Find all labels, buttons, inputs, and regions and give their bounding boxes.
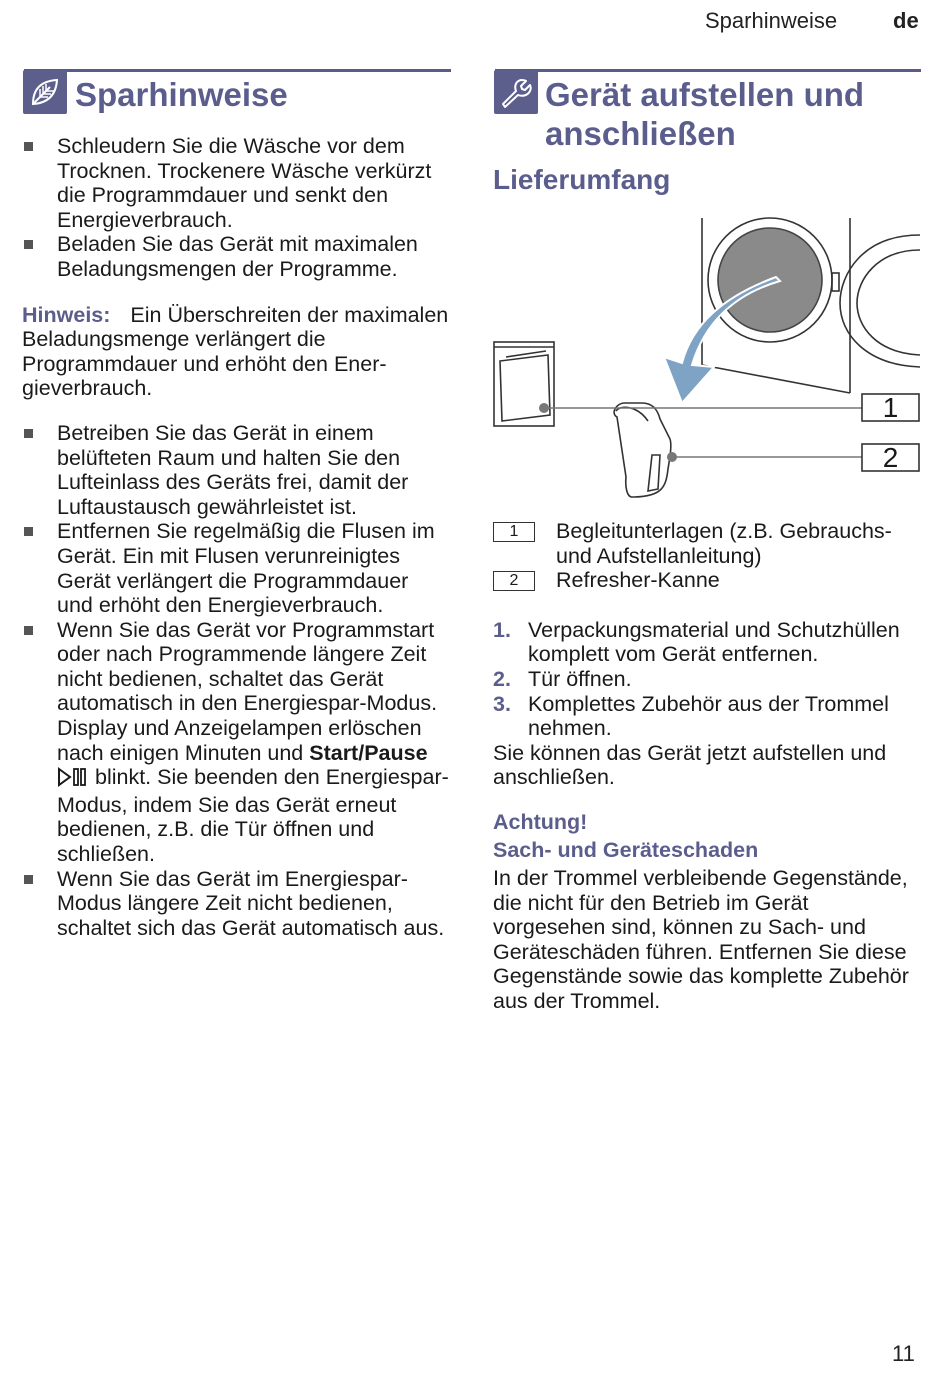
dryer-drawing bbox=[702, 218, 920, 393]
warning-text: In der Trommel verbleibende Gegenstände, die nicht für den Betrieb im Gerät vorgesehen sind, können zu Sach- und Geräteschäden führen. Entfernen Sie diese Gegenstände sowie das komplette Zubehör aus der Trommel. bbox=[493, 865, 909, 1013]
legend-text: Begleitunterlagen (z.B. Gebrauchs- und Aufstellanleitung) bbox=[556, 519, 892, 568]
energy-save-text-end: blinkt. Sie beenden den Energiespar-Modus, indem Sie das Gerät erneut bedienen, z.B. die Tür öffnen und schließen. bbox=[57, 765, 449, 867]
note-label: Hinweis: bbox=[22, 302, 111, 327]
step-item bbox=[493, 618, 923, 667]
legend-number: 2 bbox=[493, 571, 535, 591]
legend bbox=[493, 519, 923, 593]
refresher-can-drawing bbox=[614, 403, 671, 497]
left-section-title: Sparhinweise bbox=[75, 76, 288, 113]
right-title-line-2: anschließen bbox=[545, 115, 736, 152]
leaf-icon bbox=[23, 70, 67, 114]
list-item: Schleudern Sie die Wäsche vor dem Trocknen. Trockenere Wäsche verkürzt die Programmdauer und senkt den Energieverbrauch. bbox=[22, 134, 450, 232]
header-language: de bbox=[893, 8, 919, 33]
step-number: 2. bbox=[493, 666, 511, 691]
legend-item-1 bbox=[493, 519, 923, 568]
step-text: Komplettes Zubehör aus der Trommel nehmen. bbox=[528, 691, 889, 741]
documents-drawing bbox=[494, 342, 554, 426]
play-pause-icon bbox=[57, 767, 89, 793]
page-number: 11 bbox=[892, 1341, 915, 1366]
left-column bbox=[22, 134, 450, 940]
legend-number: 1 bbox=[493, 522, 535, 542]
step-item bbox=[493, 692, 923, 741]
delivery-illustration bbox=[492, 215, 922, 515]
tips-list-1 bbox=[22, 134, 450, 282]
list-item bbox=[22, 618, 450, 867]
right-title-line-1: Gerät aufstellen und bbox=[545, 76, 865, 113]
list-item: Entfernen Sie regelmäßig die Flusen im Gerät. Ein mit Flusen verunreinigtes Gerät verlängert die Programmdauer und erhöht den Energieverbrauch. bbox=[22, 519, 450, 617]
step-text: Tür öffnen. bbox=[528, 666, 632, 691]
start-pause-label: Start/Pause bbox=[309, 740, 428, 765]
delivery-subtitle: Lieferumfang bbox=[493, 164, 671, 195]
note-paragraph bbox=[22, 303, 450, 401]
tips-list-2 bbox=[22, 421, 450, 940]
setup-steps bbox=[493, 618, 923, 741]
list-item: Beladen Sie das Gerät mit maximalen Beladungsmengen der Programme. bbox=[22, 232, 450, 281]
step-item bbox=[493, 667, 923, 692]
step-number: 1. bbox=[493, 617, 511, 642]
right-section-title bbox=[545, 75, 864, 153]
right-section-rule bbox=[495, 69, 921, 72]
callout-1: 1 bbox=[882, 392, 899, 423]
header-section-title: Sparhinweise bbox=[705, 8, 838, 33]
warning-label: Achtung! bbox=[493, 809, 588, 834]
callout-2: 2 bbox=[882, 442, 899, 473]
legend-item-2 bbox=[493, 568, 923, 593]
after-steps-text: Sie können das Gerät jetzt aufstellen und anschließen. bbox=[493, 740, 887, 790]
list-item: Wenn Sie das Gerät im Energiespar-Modus längere Zeit nicht bedienen, schaltet sich das Gerät automatisch aus. bbox=[22, 867, 450, 941]
step-number: 3. bbox=[493, 691, 511, 716]
right-column bbox=[493, 519, 923, 1014]
left-section-rule bbox=[24, 69, 451, 72]
step-text: Verpackungsmaterial und Schutzhüllen komplett vom Gerät entfernen. bbox=[528, 617, 900, 667]
energy-save-text: Wenn Sie das Gerät vor Programmstart oder nach Programmende längere Zeit nicht bedienen, schaltet das Gerät automatisch in den Energiespar-Modus. Display und Anzeigelampen erlöschen nach einigen Minuten und bbox=[57, 617, 438, 765]
list-item: Betreiben Sie das Gerät in einem belüfteten Raum und halten Sie den Lufteinlass des Geräts frei, damit der Luftaustausch gewährleistet ist. bbox=[22, 421, 450, 519]
wrench-icon bbox=[494, 70, 538, 114]
warning-block bbox=[493, 809, 923, 1014]
note-text: Ein Überschreiten der maximalen Beladungsmenge verlängert die Programmdauer und erhöht den Energieverbrauch. bbox=[22, 302, 449, 401]
warning-title: Sach- und Geräteschaden bbox=[493, 837, 759, 862]
legend-text: Refresher-Kanne bbox=[556, 568, 720, 593]
